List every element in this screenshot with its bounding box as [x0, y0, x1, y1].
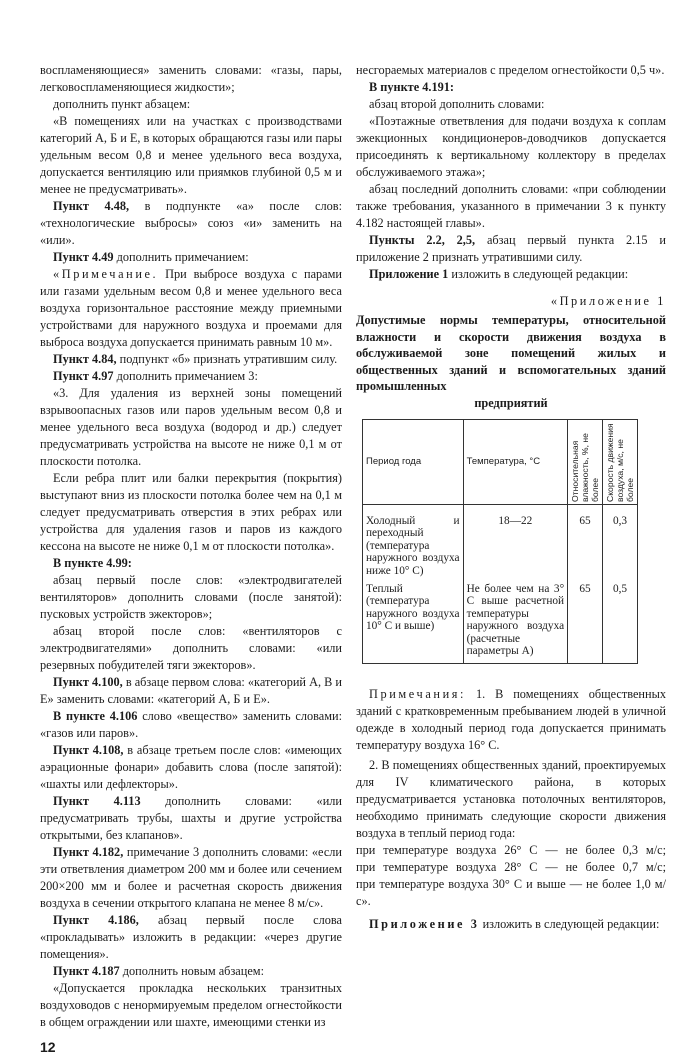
right-column [356, 62, 666, 933]
paragraph [40, 385, 342, 470]
header-speed [603, 420, 638, 505]
paragraph [40, 844, 342, 912]
paragraph-lead: В пункте 4.99: [53, 556, 132, 570]
paragraph-lead: Пункты 2.2, 2,5, [369, 233, 476, 247]
paragraph-text: изложить в следующей редакции: [448, 267, 629, 281]
paragraph-lead: Пункт 4.187 [53, 964, 120, 978]
header-humidity [568, 420, 603, 505]
header-period: Период года [363, 420, 464, 505]
page-number: 12 [40, 1039, 56, 1055]
paragraph-text: «Допускается прокладка нескольких транзитных воздуховодов с ненормируемым пределом огнестойкости в общем ограждении или шахте, имеющими стенки из [40, 981, 342, 1029]
appendix-title [356, 312, 666, 411]
paragraph [40, 708, 342, 742]
note-1-text: 1. В помещениях общественных зданий с кратковременным пребыванием людей в уличной одежде в холодный период года допускается принимать температуру воздуха 16° С. [356, 687, 666, 753]
paragraph [40, 266, 342, 351]
paragraph-text: Если ребра плит или балки перекрытия (покрытия) выступают вниз из плоскости потолка более чем на 0,1 м следует предусматривать отверстия в этих ребрах или устройства для удаления газов и паров из каждого кессона на высоте не ниже 0,1 м от плоскости потолка». [40, 471, 342, 553]
appendix3-text: изложить в следующей редакции: [479, 917, 660, 932]
paragraph-text: дополнить примечанием 3: [113, 369, 258, 383]
paragraph [40, 572, 342, 623]
paragraph-text: в подпункте «а» после слов: «технологические выбросы» союз «и» заменить на «или». [40, 199, 343, 247]
paragraph-lead: Пункт 4.113 [53, 794, 141, 808]
paragraph [40, 793, 342, 844]
paragraph [356, 62, 666, 79]
paragraph [356, 181, 666, 232]
cell-period: Теплый (температура наружного воздуха 10° С и выше) [363, 577, 464, 664]
paragraph-lead: Приложение 1 [369, 267, 449, 281]
note-line: при температуре воздуха 28° С — не более 0,7 м/с; [356, 860, 666, 875]
paragraph-text: в абзаце третьем после слов: «имеющих аэрационные фонари» добавить слова (после запятой): «шахты или дефлекторы». [40, 743, 342, 791]
paragraph-text: абзац второй дополнить словами: [369, 97, 545, 111]
paragraph [40, 963, 342, 980]
paragraph [356, 96, 666, 113]
paragraph-text: абзац последний дополнить словами: «при соблюдении также требования, указанного в примечании 3 к пункту 4.182 настоящей главы». [356, 182, 666, 230]
cell-period: Холодный и переходный (температура наружного воздуха ниже 10° С) [363, 505, 464, 578]
paragraph-lead: Пункт 4.182, [53, 845, 124, 859]
paragraph-text: в абзаце первом слова: «категорий А, В и Е» заменить словами: «категорий А, Б и Е». [40, 675, 342, 706]
left-column [40, 62, 342, 1056]
left-column-body [40, 62, 342, 1031]
paragraph [356, 113, 666, 181]
appendix-title-text: Допустимые нормы температуры, относительной влажности и скорости движения воздуха в обслуживаемой зоне помещений жилых и общественных зданий и вспомогательных зданий промышленных [356, 313, 666, 393]
paragraph-text: примечание 3 дополнить словами: «если эти ответвления диаметром 200 мм и более или сечением 200×200 мм и более и расчетная скорость движения воздуха в сечении открытого клапана не менее 8 м/с». [40, 845, 342, 910]
paragraph-lead: Пункт 4.84, [53, 352, 117, 366]
appendix3-paragraph [356, 916, 666, 933]
cell-temperature: Не более чем на 3° С выше расчетной температуры наружного воздуха (расчетные параметры А) [463, 577, 568, 664]
paragraph-lead: В пункте 4.191: [369, 80, 455, 94]
note-1 [356, 686, 666, 754]
table-row [363, 505, 638, 578]
note-line: при температуре воздуха 30° С и выше — не более 1,0 м/с». [356, 877, 666, 909]
notes-heading: Примечания: [369, 687, 467, 702]
table-header-row [363, 420, 638, 505]
paragraph-lead: Пункт 4.100, [53, 675, 123, 689]
cell-speed: 0,5 [603, 577, 638, 664]
paragraph [40, 198, 342, 249]
paragraph [40, 912, 342, 963]
paragraph-text: дополнить примечанием: [113, 250, 249, 264]
header-temperature: Температура, °С [463, 420, 568, 505]
header-humidity-text: Относительная влажность, %, не более [570, 433, 601, 502]
paragraph-text: абзац первый после слова «прокладывать» изложить в редакции: «через другие помещения». [40, 913, 342, 961]
paragraph [40, 96, 342, 113]
paragraph-lead: Пункт 4.97 [53, 369, 114, 383]
appendix-title-last: предприятий [474, 395, 548, 410]
paragraph [356, 79, 666, 96]
paragraph-text: «В помещениях или на участках с производствами категорий А, Б и Е, в которых обращаются газы или пары удельным весом 0,8 и менее удельного веса воздуха, допускается вентиляцию или приямков глубиной 0,5 м и менее не предусматривать». [40, 114, 342, 196]
paragraph-text: несгораемых материалов с пределом огнестойкости 0,5 ч». [356, 63, 665, 77]
paragraph [40, 351, 342, 368]
note-line: при температуре воздуха 26° С — не более 0,3 м/с; [356, 843, 666, 858]
paragraph-text: воспламеняющиеся» заменить словами: «газы, пары, легковоспламеняющиеся жидкости»; [40, 63, 342, 94]
paragraph [40, 742, 342, 793]
paragraph-text: абзац второй после слов: «вентиляторов с электродвигателями» дополнить словами: «или резервных побудителей тяги эжекторов». [40, 624, 342, 672]
right-column-top [356, 62, 666, 283]
paragraph-lead: В пункте 4.106 [53, 709, 138, 723]
paragraph [40, 113, 342, 198]
paragraph-lead: Пункт 4.186, [53, 913, 139, 927]
header-speed-text: Скорость движения воздуха, м/с, не более [605, 423, 636, 502]
paragraph [40, 623, 342, 674]
paragraph [40, 555, 342, 572]
paragraph-text: дополнить пункт абзацем: [53, 97, 191, 111]
paragraph-lead: Пункт 4.108, [53, 743, 124, 757]
norms-table [362, 419, 638, 664]
paragraph [40, 249, 342, 266]
paragraph-lead: Пункт 4.48, [53, 199, 130, 213]
appendix3-lead: Приложение 3 [369, 917, 480, 932]
paragraph-text: абзац первый пункта 2.15 и приложение 2 признать утратившими силу. [356, 233, 666, 264]
paragraph-text: подпункт «б» признать утратившим силу. [116, 352, 338, 366]
paragraph-text: абзац первый после слов: «электродвигателей вентиляторов» дополнить словами (после занятой): пусковых устройств эжекторов»; [40, 573, 342, 621]
cell-speed: 0,3 [603, 505, 638, 578]
paragraph-text: слово «вещество» заменить словами: «газов или паров». [40, 709, 342, 740]
table-row [363, 577, 638, 664]
paragraph-lead: Пункт 4.49 [53, 250, 114, 264]
paragraph [356, 266, 666, 283]
cell-temperature: 18—22 [463, 505, 568, 578]
cell-humidity: 65 [568, 505, 603, 578]
paragraph-text: «Поэтажные ответвления для подачи воздуха к соплам эжекционных кондиционеров-доводчиков допускается присоединять к вертикальному коллектору в пределах обслуживаемого этажа»; [356, 114, 666, 179]
appendix-label-text: «Приложение 1 [550, 294, 666, 308]
appendix-label [356, 293, 666, 310]
cell-humidity: 65 [568, 577, 603, 664]
paragraph [356, 232, 666, 266]
paragraph-text: При выбросе воздуха с парами или газами удельным весом 0,8 и менее удельного веса воздуха горизонтальное расстояние между приемными устройствами для наружного воздуха и проемами для выброса воздуха допускается принимать равным 10 м». [40, 267, 342, 349]
note-2: 2. В помещениях общественных зданий, проектируемых для IV климатического района, в которых предусматривается установка потолочных вентиляторов, необходимо принимать следующие скорости движения воздуха в теплый период года: [356, 758, 666, 841]
paragraph [40, 470, 342, 555]
paragraph [40, 980, 342, 1031]
paragraph [40, 368, 342, 385]
paragraph [40, 62, 342, 96]
paragraph-spaced-lead: «Примечание. [53, 267, 159, 281]
paragraph-text: дополнить новым абзацем: [119, 964, 264, 978]
paragraph-text: дополнить словами: «или предусматривать трубы, шахты и другие устройства открытыми, без клапанов». [40, 794, 342, 842]
table-notes [356, 686, 666, 933]
paragraph-text: «3. Для удаления из верхней зоны помещений взрывоопасных газов или паров удельным весом 0,8 и менее удельного веса воздуха (водород и др.) следует предусматривать устройства на высоте не ниже 0,1 м от плоскости потолка. [40, 386, 342, 468]
paragraph [40, 674, 342, 708]
